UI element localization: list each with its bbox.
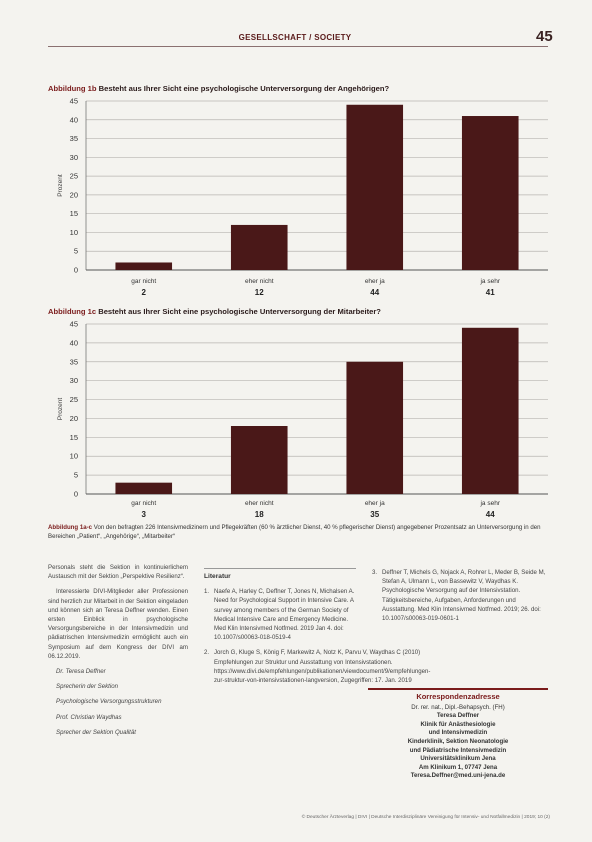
- category-label: eher ja: [364, 278, 385, 285]
- caption-text: Von den befragten 226 Intensivmedizinern und Pflegekräften (60 % ärztlicher Dienst, 40 % pflegerischer Dienst) angegebener Prozentsatz an Unterversorgung in den Bereichen „Patient“, „Angehörige“, „Mitarbeiter“: [48, 524, 541, 540]
- literature-number: 1.: [204, 588, 210, 596]
- bar: [346, 362, 403, 494]
- bar: [462, 116, 519, 270]
- body-paragraph: Interessierte DIVI-Mitglieder aller Professionen sind herzlich zur Mitarbeit in der Sektion eingeladen und können sich an Teresa Deffner wenden. Einen ersten Einblick in psychologische Versorgungsbereiche in der Intensivmedizin und pädiatrischen Intensivmedizin ermöglicht auch ein Symposium auf dem Kongress der DIVI am 06.12.2019.: [48, 588, 188, 660]
- literature-heading: Literatur: [204, 568, 356, 581]
- correspondence-line: Klinik für Anästhesiologie: [420, 720, 496, 728]
- category-label: eher ja: [364, 500, 385, 507]
- body-paragraph: Personals steht die Sektion in kontinuierlichem Austausch mit der Sektion „Perspektive Resilienz“.: [48, 564, 188, 581]
- literature-text: Naefe A, Harley C, Deffner T, Jones N, Michalsen A. Need for Psychological Support in Intensive Care. A survey among members of the German Society of Medical Intensive Care and Emergency Medicine. Med Klin Intensivmed Notfmed. 2019 Jan 4. doi: 10.1007/s00063-018-0519-4: [214, 588, 355, 642]
- y-axis-label: Prozent: [57, 397, 64, 421]
- y-tick-label: 35: [69, 357, 78, 367]
- value-label: 44: [485, 510, 495, 519]
- literature-number: 2.: [204, 649, 210, 657]
- y-tick-label: 40: [69, 338, 78, 348]
- correspondence-box: [368, 688, 548, 781]
- bar: [462, 328, 519, 494]
- signature-name: Dr. Teresa Deffner: [56, 668, 106, 676]
- category-label: eher nicht: [244, 278, 274, 285]
- y-tick-label: 45: [69, 96, 78, 106]
- literature-item: [372, 568, 548, 623]
- figure-caption: [48, 524, 548, 541]
- figure-1b-label: Abbildung 1b: [48, 84, 97, 93]
- section-title: GESELLSCHAFT / SOCIETY: [210, 33, 380, 42]
- y-tick-label: 5: [73, 470, 78, 480]
- y-axis-label: Prozent: [57, 174, 64, 197]
- value-label: 2: [141, 288, 146, 297]
- literature-text: Jorch G, Kluge S, König F, Markewitz A, Notz K, Parvu V, Waydhas C (2010) Empfehlungen zur Struktur und Ausstattung von Intensivstationen. https://www.divi.de/empfehlungen/publikationen/viewdocument/9/empfehlungen-zur-struktur-von-intensivstationen-langversion, Zugegriffen: 17. Jan. 2019: [214, 649, 431, 685]
- value-label: 41: [485, 288, 495, 297]
- y-tick-label: 30: [69, 376, 78, 386]
- figure-1c-heading: Besteht aus Ihrer Sicht eine psychologische Unterversorgung der Mitarbeiter?: [98, 307, 381, 316]
- literature-column: [372, 568, 548, 629]
- bar: [115, 262, 172, 270]
- correspondence-line: und Intensivmedizin: [428, 729, 488, 737]
- correspondence-email[interactable]: Teresa.Deffner@med.uni-jena.de: [410, 772, 506, 780]
- y-tick-label: 10: [69, 451, 78, 461]
- y-tick-label: 20: [69, 413, 78, 423]
- correspondence-line: Dr. rer. nat., Dipl.-Behapsych. (FH): [411, 703, 505, 711]
- y-tick-label: 0: [73, 489, 78, 499]
- correspondence-line: Teresa Deffner: [436, 712, 480, 720]
- literature-column: [204, 568, 431, 691]
- literature-item: [204, 648, 431, 685]
- correspondence-line: Kinderklinik, Sektion Neonatologie: [407, 737, 509, 745]
- bar: [115, 483, 172, 494]
- correspondence-heading: Korrespondenzadresse: [416, 692, 500, 701]
- y-tick-label: 15: [69, 432, 78, 442]
- caption-label: Abbildung 1a-c: [48, 524, 93, 531]
- value-label: 12: [254, 288, 264, 297]
- signature-role: Psychologische Versorgungsstrukturen: [56, 698, 162, 706]
- value-label: 18: [254, 510, 264, 519]
- y-tick-label: 40: [69, 115, 78, 125]
- y-tick-label: 45: [69, 319, 78, 329]
- value-label: 3: [141, 510, 146, 519]
- category-label: eher nicht: [244, 500, 274, 507]
- body-column: [48, 563, 188, 743]
- y-tick-label: 35: [69, 134, 78, 144]
- literature-number: 3.: [372, 569, 378, 576]
- bar: [346, 105, 403, 270]
- page-number: 45: [536, 28, 553, 45]
- y-tick-label: 30: [69, 152, 78, 162]
- value-label: 44: [370, 288, 380, 297]
- bar: [231, 225, 288, 270]
- correspondence-line: und Pädiatrische Intensivmedizin: [409, 746, 507, 754]
- figure-1b-heading: Besteht aus Ihrer Sicht eine psychologische Unterversorgung der Angehörigen?: [98, 84, 390, 93]
- page-footer: © Deutscher Ärzteverlag | DIVI | Deutsche Interdisziplinäre Vereinigung für Intensiv- und Notfallmedizin | 2019; 10 (2): [301, 815, 550, 820]
- y-tick-label: 20: [69, 190, 78, 200]
- y-tick-label: 10: [69, 227, 78, 237]
- literature-text: Deffner T, Michels G, Nojack A, Rohrer L, Meder B, Seide M, Stefan A, Ulmann L, von Bassewitz V, Waydhas K. Psychologische Versorgung auf der Intensivstation. Tätigkeitsbereiche, Aufgaben, Anforderungen und Ausstattung. Med Klin Intensivmed Notfmed. 2019; 26. doi: 10.1007/s00063-019-0601-1: [382, 569, 546, 623]
- category-label: gar nicht: [131, 500, 157, 507]
- signature-role: Sprecherin der Sektion: [56, 683, 118, 691]
- y-tick-label: 15: [69, 209, 78, 219]
- value-label: 35: [370, 510, 380, 519]
- correspondence-line: Universitätsklinikum Jena: [420, 755, 496, 763]
- correspondence-line: Am Klinikum 1, 07747 Jena: [418, 763, 498, 771]
- category-label: ja sehr: [480, 278, 501, 285]
- signature-name: Prof. Christian Waydhas: [56, 713, 122, 721]
- y-tick-label: 25: [69, 171, 78, 181]
- figure-1c-label: Abbildung 1c: [48, 307, 97, 316]
- category-label: gar nicht: [131, 278, 157, 285]
- signature-role: Sprecher der Sektion Qualität: [56, 728, 136, 736]
- y-tick-label: 5: [73, 246, 78, 256]
- literature-item: [204, 587, 356, 642]
- bar: [231, 426, 288, 494]
- y-tick-label: 0: [73, 265, 78, 275]
- category-label: ja sehr: [480, 500, 501, 507]
- y-tick-label: 25: [69, 395, 78, 405]
